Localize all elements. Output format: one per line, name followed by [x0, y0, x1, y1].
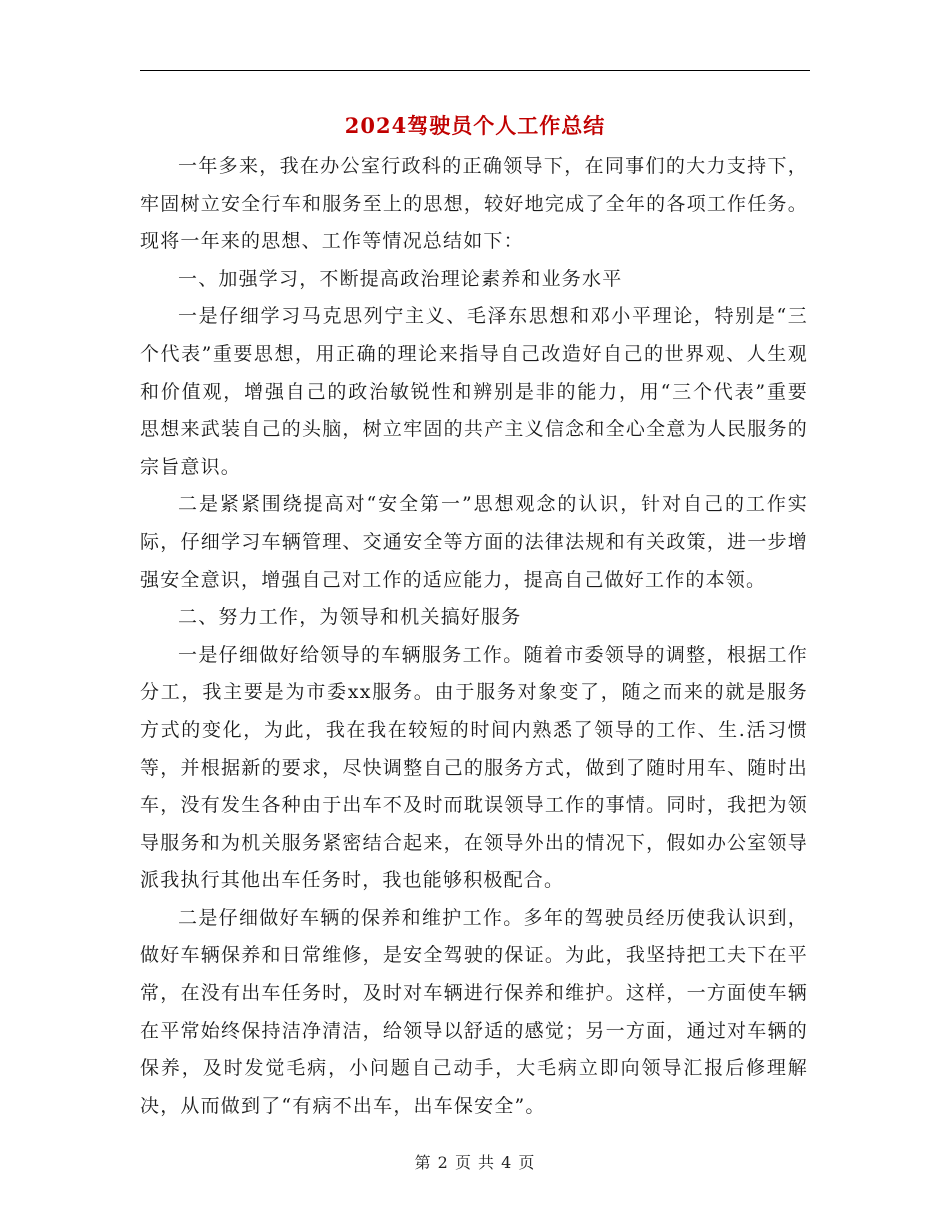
paragraph-safety-awareness: 二是紧紧围绕提高对“安全第一”思想观念的认识，针对自己的工作实际，仔细学习车辆管理、交通安全等方面的法律法规和有关政策，进一步增强安全意识，增强自己对工作的适应能力，提高自己做好工作的本领。 [140, 493, 808, 591]
paragraph-vehicle-service: 一是仔细做好给领导的车辆服务工作。随着市委领导的调整，根据工作分工，我主要是为市委xx服务。由于服务对象变了，随之而来的就是服务方式的变化，为此，我在我在较短的时间内熟悉了领导的工作、生.活习惯等，并根据新的要求，尽快调整自己的服务方式，做到了随时用车、随时出车，没有发生各种由于出车不及时而耽误领导工作的事情。同时，我把为领导服务和为机关服务紧密结合起来，在领导外出的情况下，假如办公室领导派我执行其他出车任务时，我也能够积极配合。 [140, 643, 808, 892]
section-heading-2: 二、努力工作，为领导和机关搞好服务 [178, 606, 522, 629]
header-rule [140, 70, 810, 71]
document-body [140, 148, 808, 1125]
paragraph-intro: 一年多来，我在办公室行政科的正确领导下，在同事们的大力支持下，牢固树立安全行车和服务至上的思想，较好地完成了全年的各项工作任务。现将一年来的思想、工作等情况总结如下： [140, 155, 808, 253]
section-heading-1: 一、加强学习，不断提高政治理论素养和业务水平 [178, 267, 623, 290]
document-title: 2024驾驶员个人工作总结 [344, 113, 606, 138]
paragraph-study-theory: 一是仔细学习马克思列宁主义、毛泽东思想和邓小平理论，特别是“三个代表”重要思想，用正确的理论来指导自己改造好自己的世界观、人生观和价值观，增强自己的政治敏锐性和辨别是非的能力，用“三个代表”重要思想来武装自己的头脑，树立牢固的共产主义信念和全心全意为人民服务的宗旨意识。 [140, 305, 808, 478]
page-number: 第 2 页 共 4 页 [414, 1153, 536, 1172]
page-footer [0, 1152, 950, 1174]
paragraph-vehicle-maintenance: 二是仔细做好车辆的保养和维护工作。多年的驾驶员经历使我认识到，做好车辆保养和日常维修，是安全驾驶的保证。为此，我坚持把工夫下在平常，在没有出车任务时，及时对车辆进行保养和维护。这样，一方面使车辆在平常始终保持洁净清洁，给领导以舒适的感觉；另一方面，通过对车辆的保养，及时发觉毛病，小问题自己动手，大毛病立即向领导汇报后修理解决，从而做到了“有病不出车，出车保安全”。 [140, 906, 808, 1117]
